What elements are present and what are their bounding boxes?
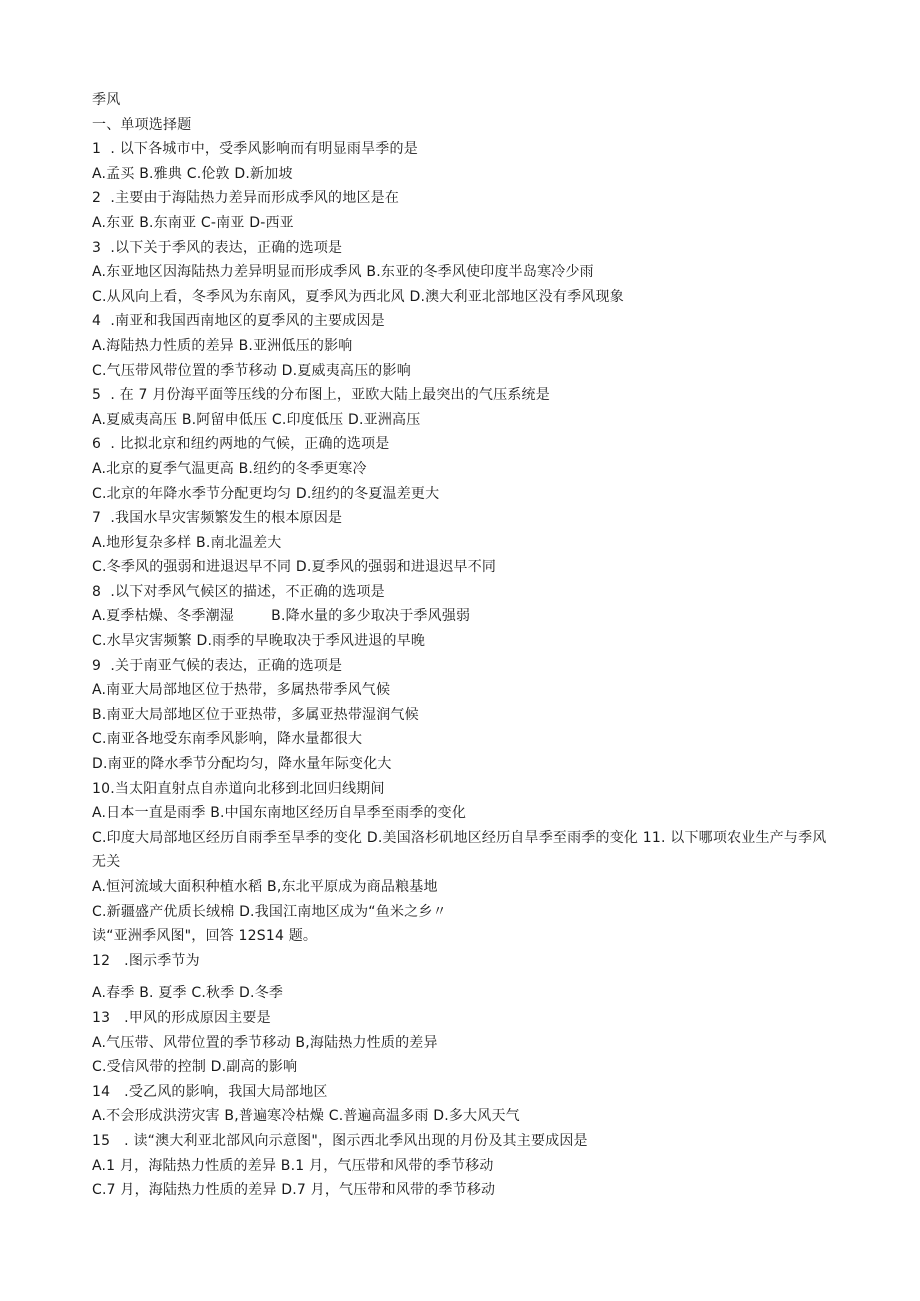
question-7-options-cd: C.冬季风的强弱和进退迟早不同 D.夏季风的强弱和进退迟早不同 <box>92 559 497 576</box>
question-2: 2 .主要由于海陆热力差异而形成季风的地区是在 <box>92 190 400 207</box>
reading-instruction: 读“亚洲季风图"，回答 12S14 题。 <box>92 928 318 945</box>
question-7-options-ab: A.地形复杂多样 B.南北温差大 <box>92 534 282 551</box>
question-11-options-cd: C.新疆盛产优质长绒棉 D.我国江南地区成为“鱼米之乡〃 <box>92 903 447 920</box>
question-5-options: A.夏威夷高压 B.阿留申低压 C.印度低压 D.亚洲高压 <box>92 411 421 428</box>
question-6: 6 . 比拟北京和纽约两地的气候，正确的选项是 <box>92 436 390 453</box>
question-14-options: A.不会形成洪涝灾害 B,普遍寒冷枯燥 C.普遍高温多雨 D.多大风天气 <box>92 1108 520 1125</box>
question-3: 3 .以下关于季风的表达，正确的选项是 <box>92 239 343 256</box>
question-10-options-cd-and-question-11: C.印度大局部地区经历自雨季至旱季的变化 D.美国洛杉矶地区经历自旱季至雨季的变化 11. 以下哪项农业生产与季风无关 <box>92 829 827 871</box>
question-4-options-cd: C.气压带风带位置的季节移动 D.夏威夷高压的影响 <box>92 362 411 379</box>
question-13: 13 .甲风的形成原因主要是 <box>92 1009 271 1026</box>
question-2-options: A.东亚 B.东南亚 C-南亚 D-西亚 <box>92 214 294 231</box>
question-14: 14 .受乙风的影响，我国大局部地区 <box>92 1083 328 1100</box>
question-10: 10.当太阳直射点自赤道向北移到北回归线期间 <box>92 780 385 797</box>
question-1-options: A.孟买 B.雅典 C.伦敦 D.新加坡 <box>92 165 293 182</box>
question-10-options-ab: A.日本一直是雨季 B.中国东南地区经历自旱季至雨季的变化 <box>92 805 467 822</box>
question-13-options-cd: C.受信风带的控制 D.副高的影响 <box>92 1059 298 1076</box>
question-5: 5 . 在 7 月份海平面等压线的分布图上，亚欧大陆上最突出的气压系统是 <box>92 387 550 404</box>
question-6-options-ab: A.北京的夏季气温更高 B.纽约的冬季更寒冷 <box>92 460 367 477</box>
question-13-options-ab: A.气压带、风带位置的季节移动 B,海陆热力性质的差异 <box>92 1034 438 1051</box>
question-4-options-ab: A.海陆热力性质的差异 B.亚洲低压的影响 <box>92 337 353 354</box>
question-7: 7 .我国水旱灾害频繁发生的根本原因是 <box>92 510 343 527</box>
question-11-options-ab: A.恒河流域大面积种植水稻 B,东北平原成为商品粮基地 <box>92 879 438 895</box>
question-15-options-cd: C.7 月，海陆热力性质的差异 D.7 月，气压带和风带的季节移动 <box>92 1182 496 1199</box>
question-9-option-c: C.南亚各地受东南季风影响，降水量都很大 <box>92 731 363 748</box>
question-8-options-ab: A.夏季枯燥、冬季潮湿 B.降水量的多少取决于季风强弱 <box>92 608 471 625</box>
question-9-option-b: B.南亚大局部地区位于亚热带，多属亚热带湿润气候 <box>92 706 419 723</box>
spacer <box>92 973 832 981</box>
question-8: 8 .以下对季风气候区的描述，不正确的选项是 <box>92 583 385 600</box>
question-15-options-ab: A.1 月，海陆热力性质的差异 B.1 月，气压带和风带的季节移动 <box>92 1157 494 1174</box>
question-8-options-cd: C.水旱灾害频繁 D.雨季的早晚取决于季风进退的早晚 <box>92 633 426 650</box>
document-title: 季风 <box>92 92 121 108</box>
question-1: 1 . 以下各城市中，受季风影响而有明显雨旱季的是 <box>92 141 418 158</box>
question-4: 4 .南亚和我国西南地区的夏季风的主要成因是 <box>92 313 385 330</box>
section-heading: 一、单项选择题 <box>92 116 192 133</box>
question-15: 15 . 读“澳大利亚北部风向示意图"，图示西北季风出现的月份及其主要成因是 <box>92 1132 588 1149</box>
question-9: 9 .关于南亚气候的表达，正确的选项是 <box>92 657 343 674</box>
question-12: 12 .图示季节为 <box>92 952 200 969</box>
document-body <box>92 88 832 1203</box>
question-3-options-ab: A.东亚地区因海陆热力差异明显而形成季风 B.东亚的冬季风使印度半岛寒冷少雨 <box>92 264 594 281</box>
question-6-options-cd: C.北京的年降水季节分配更均匀 D.纽约的冬夏温差更大 <box>92 485 440 502</box>
question-9-option-d: D.南亚的降水季节分配均匀，降水量年际变化大 <box>92 756 392 773</box>
question-3-options-cd: C.从风向上看，冬季风为东南风，夏季风为西北风 D.澳大利亚北部地区没有季风现象 <box>92 288 624 305</box>
question-12-options: A.春季 B. 夏季 C.秋季 D.冬季 <box>92 985 284 1002</box>
question-9-option-a: A.南亚大局部地区位于热带，多属热带季风气候 <box>92 682 391 699</box>
